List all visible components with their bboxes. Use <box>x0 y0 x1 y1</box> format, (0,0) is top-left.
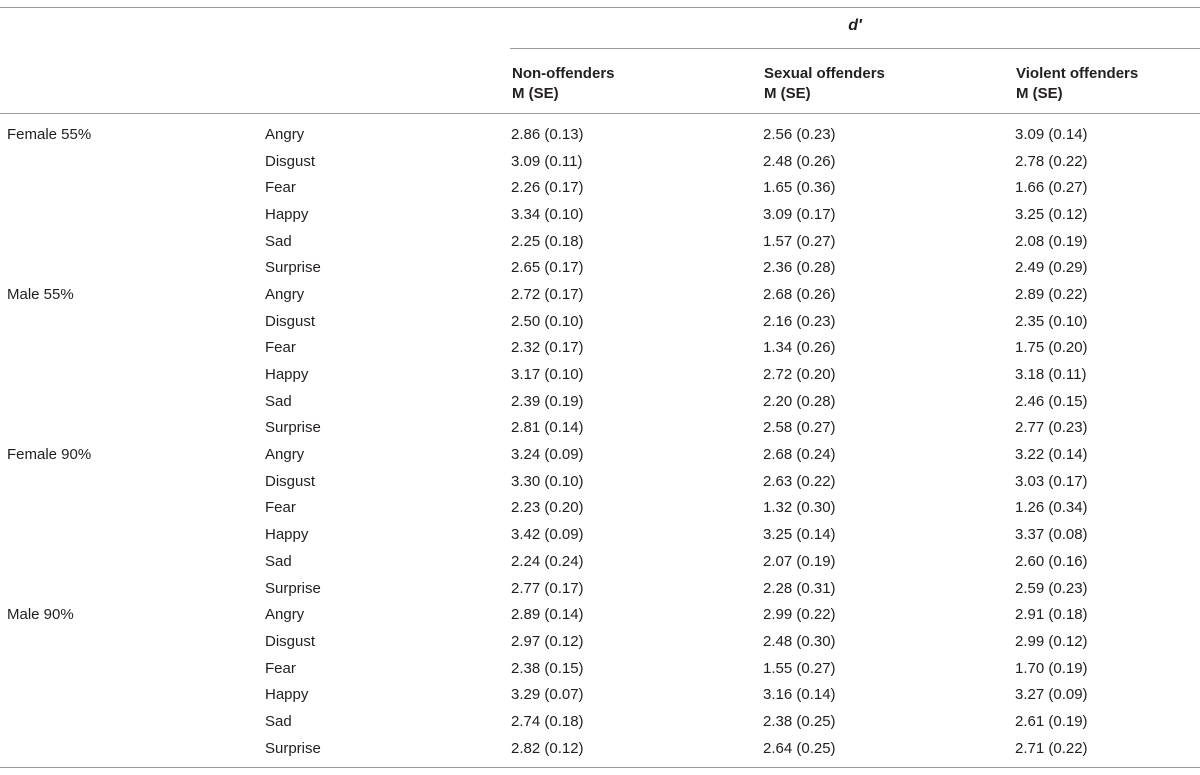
cell-non-offenders: 2.25 (0.18) <box>511 232 584 250</box>
row-group-label <box>0 335 265 362</box>
cell-violent-offenders: 2.49 (0.29) <box>1015 259 1088 277</box>
cell-non-offenders: 3.09 (0.11) <box>511 152 583 170</box>
cell-sexual-offenders: 3.16 (0.14) <box>763 686 836 704</box>
row-emotion-label: Surprise <box>265 259 321 277</box>
cell-sexual-offenders: 2.48 (0.30) <box>763 632 836 650</box>
row-group-label <box>0 521 265 548</box>
cell-violent-offenders: 1.26 (0.34) <box>1015 499 1088 517</box>
cell-violent-offenders: 1.66 (0.27) <box>1015 179 1088 197</box>
cell-non-offenders: 2.24 (0.24) <box>511 552 584 570</box>
column-header-sexual-offenders <box>764 64 885 104</box>
cell-sexual-offenders: 2.64 (0.25) <box>763 739 836 757</box>
cell-non-offenders: 2.38 (0.15) <box>511 659 584 677</box>
row-emotion-label: Fear <box>265 339 296 357</box>
cell-violent-offenders: 2.08 (0.19) <box>1015 232 1088 250</box>
cell-sexual-offenders: 2.36 (0.28) <box>763 259 836 277</box>
cell-non-offenders: 2.89 (0.14) <box>511 606 584 624</box>
row-group-label <box>0 628 265 655</box>
cell-violent-offenders: 3.37 (0.08) <box>1015 526 1088 544</box>
table-row <box>0 415 1200 442</box>
cell-non-offenders: 2.97 (0.12) <box>511 632 584 650</box>
cell-violent-offenders: 2.71 (0.22) <box>1015 739 1088 757</box>
cell-non-offenders: 3.29 (0.07) <box>511 686 584 704</box>
table-row <box>0 468 1200 495</box>
cell-sexual-offenders: 2.38 (0.25) <box>763 712 836 730</box>
row-emotion-label: Fear <box>265 179 296 197</box>
table-row <box>0 575 1200 602</box>
cell-sexual-offenders: 2.56 (0.23) <box>763 125 836 143</box>
row-group-label: Female 55% <box>7 125 92 143</box>
table-row <box>0 361 1200 388</box>
cell-sexual-offenders: 2.68 (0.24) <box>763 446 836 464</box>
row-emotion-label: Angry <box>265 446 305 464</box>
cell-violent-offenders: 2.61 (0.19) <box>1015 712 1088 730</box>
cell-violent-offenders: 2.99 (0.12) <box>1015 632 1088 650</box>
cell-violent-offenders: 2.46 (0.15) <box>1015 392 1088 410</box>
table-row <box>0 441 1200 468</box>
row-group-label <box>0 388 265 415</box>
cell-sexual-offenders: 2.68 (0.26) <box>763 285 836 303</box>
cell-violent-offenders: 2.91 (0.18) <box>1015 606 1088 624</box>
table-row <box>0 174 1200 201</box>
row-emotion-label: Fear <box>265 659 296 677</box>
cell-non-offenders: 2.39 (0.19) <box>511 392 584 410</box>
row-group-label <box>0 735 265 762</box>
column-header-violent-offenders <box>1016 64 1138 104</box>
spanning-header-dprime: d′ <box>848 17 862 34</box>
table-row <box>0 521 1200 548</box>
table-bottom-rule <box>0 767 1200 768</box>
table-row <box>0 628 1200 655</box>
table-row <box>0 254 1200 281</box>
table-row <box>0 708 1200 735</box>
row-group-label: Male 90% <box>7 606 74 624</box>
row-emotion-label: Disgust <box>265 312 316 330</box>
row-emotion-label: Surprise <box>265 739 321 757</box>
cell-non-offenders: 2.23 (0.20) <box>511 499 584 517</box>
cell-non-offenders: 3.34 (0.10) <box>511 205 584 223</box>
cell-violent-offenders: 3.18 (0.11) <box>1015 366 1087 384</box>
table-top-rule <box>0 7 1200 8</box>
row-group-label <box>0 681 265 708</box>
cell-non-offenders: 2.72 (0.17) <box>511 285 584 303</box>
row-group-label: Female 90% <box>7 446 92 464</box>
cell-sexual-offenders: 1.55 (0.27) <box>763 659 836 677</box>
column-header-stat: M (SE) <box>1016 85 1063 102</box>
row-group-label <box>0 254 265 281</box>
table-row <box>0 388 1200 415</box>
row-emotion-label: Disgust <box>265 152 316 170</box>
row-emotion-label: Happy <box>265 526 309 544</box>
cell-violent-offenders: 3.09 (0.14) <box>1015 125 1088 143</box>
row-group-label <box>0 548 265 575</box>
cell-non-offenders: 2.65 (0.17) <box>511 259 584 277</box>
cell-sexual-offenders: 3.09 (0.17) <box>763 205 836 223</box>
cell-non-offenders: 2.32 (0.17) <box>511 339 584 357</box>
row-group-label <box>0 575 265 602</box>
row-emotion-label: Surprise <box>265 579 321 597</box>
cell-sexual-offenders: 2.48 (0.26) <box>763 152 836 170</box>
column-header-label: Sexual offenders <box>764 65 885 82</box>
table-row <box>0 308 1200 335</box>
cell-violent-offenders: 2.89 (0.22) <box>1015 285 1088 303</box>
header-bottom-rule <box>0 113 1200 114</box>
row-group-label: Male 55% <box>7 285 74 303</box>
cell-sexual-offenders: 2.20 (0.28) <box>763 392 836 410</box>
cell-sexual-offenders: 1.32 (0.30) <box>763 499 836 517</box>
row-emotion-label: Disgust <box>265 632 316 650</box>
row-emotion-label: Sad <box>265 712 292 730</box>
cell-sexual-offenders: 1.65 (0.36) <box>763 179 836 197</box>
table-row <box>0 228 1200 255</box>
row-group-label <box>0 468 265 495</box>
cell-violent-offenders: 2.77 (0.23) <box>1015 419 1088 437</box>
cell-sexual-offenders: 2.16 (0.23) <box>763 312 836 330</box>
row-emotion-label: Happy <box>265 686 309 704</box>
column-header-stat: M (SE) <box>764 85 811 102</box>
cell-sexual-offenders: 2.72 (0.20) <box>763 366 836 384</box>
row-group-label <box>0 308 265 335</box>
cell-non-offenders: 3.17 (0.10) <box>511 366 584 384</box>
cell-violent-offenders: 2.60 (0.16) <box>1015 552 1088 570</box>
cell-non-offenders: 3.30 (0.10) <box>511 472 584 490</box>
cell-sexual-offenders: 2.99 (0.22) <box>763 606 836 624</box>
dprime-table <box>0 121 1200 762</box>
spanning-header-rule <box>510 48 1200 49</box>
cell-violent-offenders: 2.35 (0.10) <box>1015 312 1088 330</box>
row-emotion-label: Angry <box>265 125 305 143</box>
cell-violent-offenders: 1.75 (0.20) <box>1015 339 1088 357</box>
cell-sexual-offenders: 2.07 (0.19) <box>763 552 836 570</box>
row-group-label <box>0 708 265 735</box>
row-emotion-label: Fear <box>265 499 296 517</box>
cell-violent-offenders: 3.27 (0.09) <box>1015 686 1088 704</box>
cell-sexual-offenders: 1.57 (0.27) <box>763 232 836 250</box>
cell-violent-offenders: 2.59 (0.23) <box>1015 579 1088 597</box>
cell-violent-offenders: 3.03 (0.17) <box>1015 472 1088 490</box>
cell-non-offenders: 2.77 (0.17) <box>511 579 584 597</box>
cell-non-offenders: 2.82 (0.12) <box>511 739 584 757</box>
cell-non-offenders: 2.74 (0.18) <box>511 712 584 730</box>
column-header-label: Non-offenders <box>512 65 615 82</box>
row-group-label <box>0 361 265 388</box>
table-row <box>0 735 1200 762</box>
cell-non-offenders: 2.86 (0.13) <box>511 125 584 143</box>
cell-sexual-offenders: 3.25 (0.14) <box>763 526 836 544</box>
row-group-label <box>0 174 265 201</box>
row-emotion-label: Sad <box>265 392 292 410</box>
cell-non-offenders: 3.42 (0.09) <box>511 526 584 544</box>
row-emotion-label: Happy <box>265 205 309 223</box>
row-emotion-label: Angry <box>265 285 305 303</box>
cell-non-offenders: 3.24 (0.09) <box>511 446 584 464</box>
table-row <box>0 148 1200 175</box>
table-row <box>0 281 1200 308</box>
cell-non-offenders: 2.50 (0.10) <box>511 312 584 330</box>
cell-violent-offenders: 2.78 (0.22) <box>1015 152 1088 170</box>
row-group-label <box>0 655 265 682</box>
cell-non-offenders: 2.26 (0.17) <box>511 179 584 197</box>
table-body <box>0 121 1200 762</box>
cell-violent-offenders: 3.22 (0.14) <box>1015 446 1088 464</box>
row-emotion-label: Sad <box>265 552 292 570</box>
table-row <box>0 121 1200 148</box>
table-row <box>0 601 1200 628</box>
table-row <box>0 201 1200 228</box>
cell-sexual-offenders: 2.58 (0.27) <box>763 419 836 437</box>
cell-non-offenders: 2.81 (0.14) <box>511 419 584 437</box>
row-group-label <box>0 148 265 175</box>
row-emotion-label: Happy <box>265 366 309 384</box>
row-emotion-label: Sad <box>265 232 292 250</box>
table-row <box>0 655 1200 682</box>
row-group-label <box>0 415 265 442</box>
column-header-non-offenders <box>512 64 615 104</box>
column-header-label: Violent offenders <box>1016 65 1139 82</box>
table-row <box>0 681 1200 708</box>
row-group-label <box>0 201 265 228</box>
row-group-label <box>0 228 265 255</box>
row-emotion-label: Surprise <box>265 419 321 437</box>
table-row <box>0 548 1200 575</box>
row-emotion-label: Angry <box>265 606 305 624</box>
cell-sexual-offenders: 2.63 (0.22) <box>763 472 836 490</box>
table-row <box>0 495 1200 522</box>
cell-sexual-offenders: 1.34 (0.26) <box>763 339 836 357</box>
cell-violent-offenders: 1.70 (0.19) <box>1015 659 1088 677</box>
cell-sexual-offenders: 2.28 (0.31) <box>763 579 836 597</box>
cell-violent-offenders: 3.25 (0.12) <box>1015 205 1088 223</box>
row-group-label <box>0 495 265 522</box>
row-emotion-label: Disgust <box>265 472 316 490</box>
column-header-stat: M (SE) <box>512 85 559 102</box>
table-row <box>0 335 1200 362</box>
